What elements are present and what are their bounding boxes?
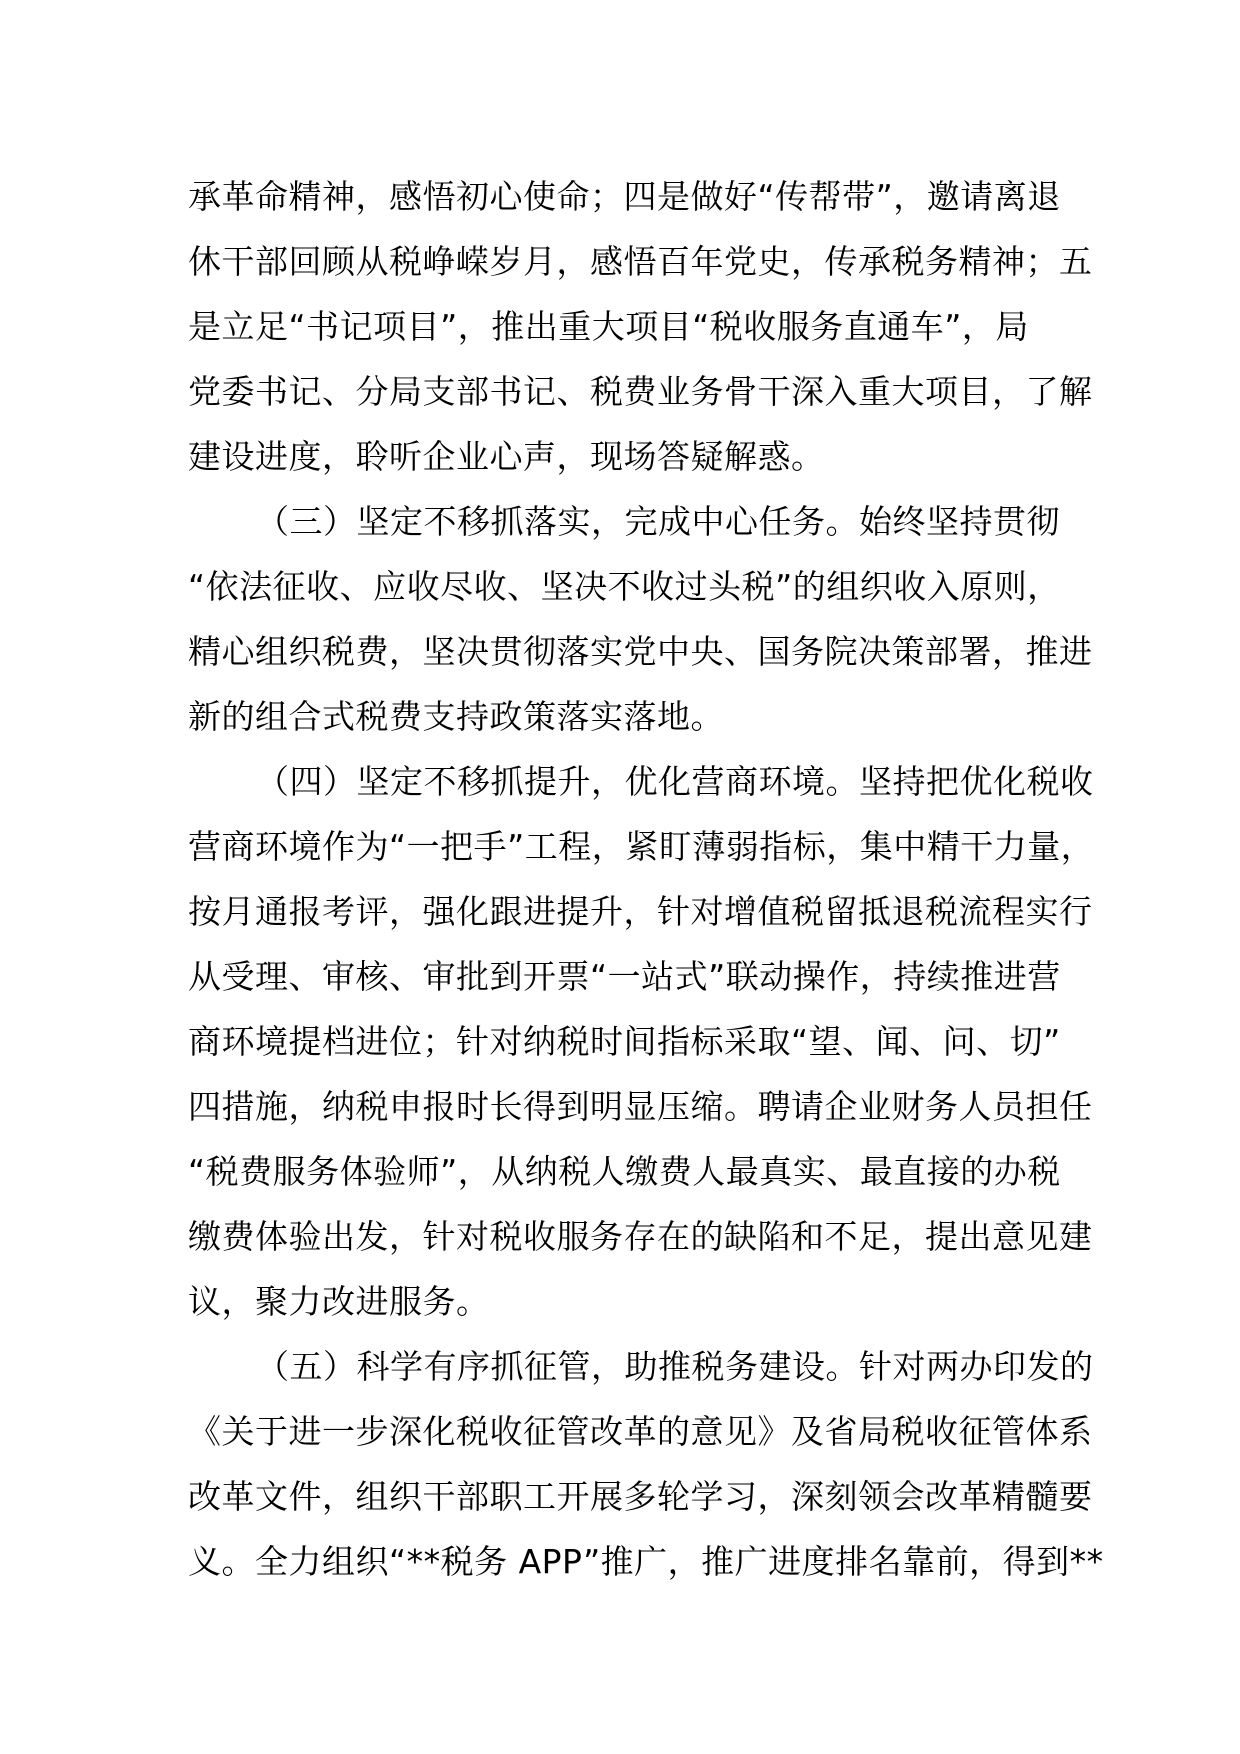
text-line: 从受理、审核、审批到开票“一站式”联动操作，持续推进营 xyxy=(188,957,1061,996)
text-line: 按月通报考评，强化跟进提升，针对增值税留抵退税流程实行 xyxy=(188,892,1093,931)
text-line: 精心组织税费，坚决贯彻落实党中央、国务院决策部署，推进 xyxy=(188,632,1093,671)
text-line: 改革文件，组织干部职工开展多轮学习，深刻领会改革精髓要 xyxy=(188,1477,1093,1516)
section-heading-line: （五）科学有序抓征管，助推税务建设。针对两办印发的 xyxy=(256,1347,1094,1386)
text-line: 新的组合式税费支持政策落实落地。 xyxy=(188,697,724,736)
text-line: 党委书记、分局支部书记、税费业务骨干深入重大项目，了解 xyxy=(188,372,1093,411)
text-line: 营商环境作为“一把手”工程，紧盯薄弱指标，集中精干力量， xyxy=(188,827,1095,866)
text-line: 休干部回顾从税峥嵘岁月，感悟百年党史，传承税务精神；五 xyxy=(188,242,1093,281)
text-line: “依法征收、应收尽收、坚决不收过头税”的组织收入原则， xyxy=(188,567,1061,606)
text-line: 议，聚力改进服务。 xyxy=(188,1282,490,1321)
text-line: 《关于进一步深化税收征管改革的意见》及省局税收征管体系 xyxy=(188,1412,1093,1451)
text-line: 是立足“书记项目”，推出重大项目“税收服务直通车”，局 xyxy=(188,307,1029,346)
text-line: 建设进度，聆听企业心声，现场答疑解惑。 xyxy=(188,437,825,476)
text-line: 承革命精神，感悟初心使命；四是做好“传帮带”，邀请离退 xyxy=(188,177,1061,216)
body-text xyxy=(188,164,1104,1594)
text-line: “税费服务体验师”，从纳税人缴费人最真实、最直接的办税 xyxy=(188,1152,1061,1191)
section-heading-line: （三）坚定不移抓落实，完成中心任务。始终坚持贯彻 xyxy=(256,502,1060,541)
section-heading-line: （四）坚定不移抓提升，优化营商环境。坚持把优化税收 xyxy=(256,762,1094,801)
text-line: 义。全力组织“**税务 APP”推广，推广进度排名靠前，得到** xyxy=(188,1542,1104,1581)
text-line: 四措施，纳税申报时长得到明显压缩。聘请企业财务人员担任 xyxy=(188,1087,1093,1126)
text-line: 缴费体验出发，针对税收服务存在的缺陷和不足，提出意见建 xyxy=(188,1217,1093,1256)
text-line: 商环境提档进位；针对纳税时间指标采取“望、闻、问、切” xyxy=(188,1022,1061,1061)
